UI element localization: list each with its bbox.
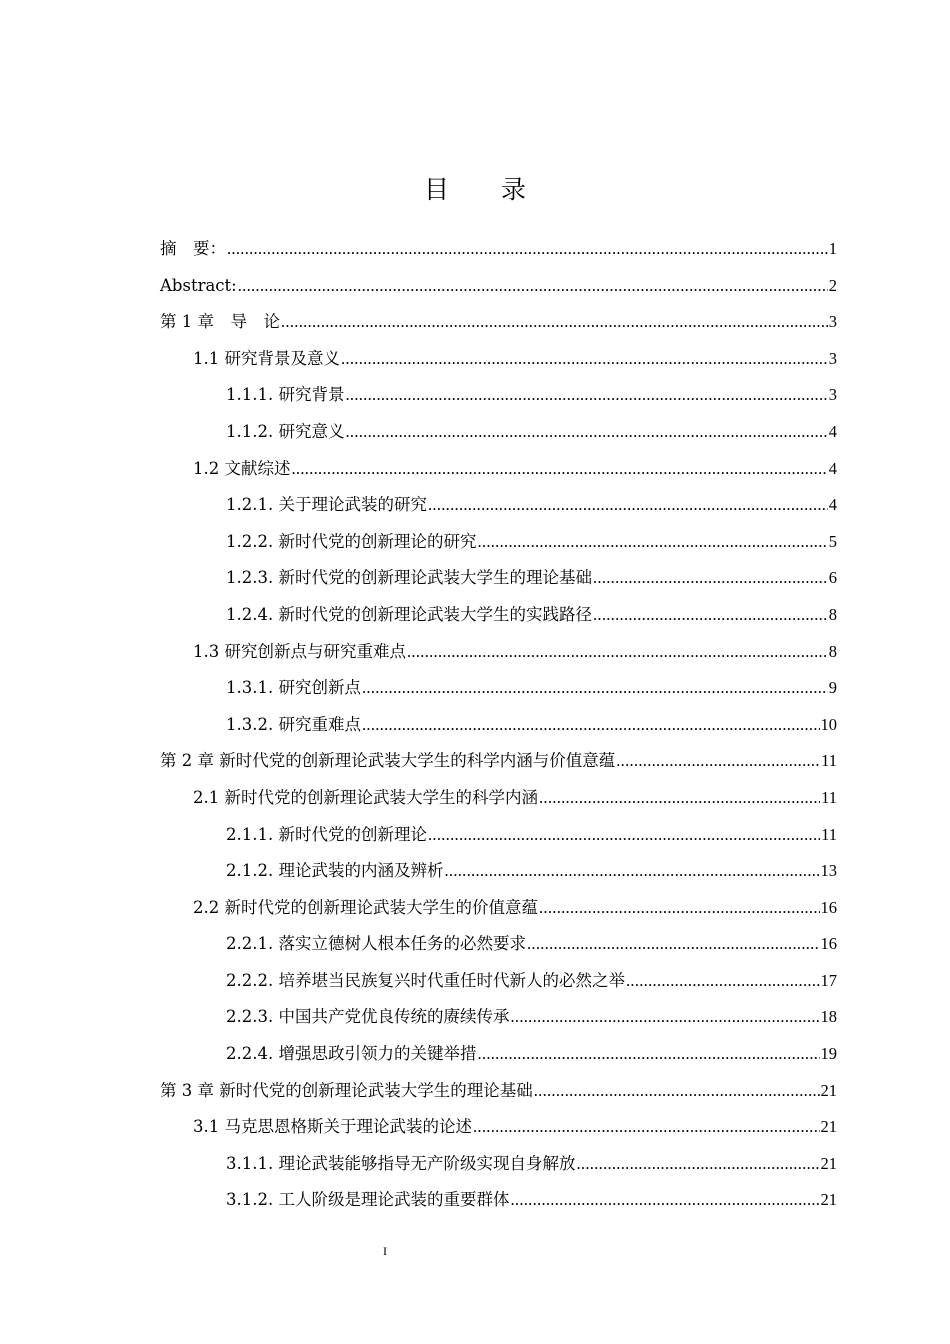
- toc-entry-page: 1: [828, 239, 837, 258]
- toc-entry[interactable]: [160, 268, 837, 305]
- toc-entry-page: 21: [820, 1080, 837, 1100]
- toc-leader-dots: [539, 890, 820, 927]
- toc-entry-label: 2.2.3. 中国共产党优良传统的赓续传承: [226, 1007, 510, 1027]
- toc-entry-page: 2: [828, 275, 837, 295]
- toc-entry-label: 1.2.4. 新时代党的创新理论武装大学生的实践路径: [226, 604, 592, 624]
- toc-entry-label: 2.2.2. 培养堪当民族复兴时代重任时代新人的必然之举: [226, 970, 625, 990]
- toc-entry-label: 2.1 新时代党的创新理论武装大学生的科学内涵: [193, 787, 538, 807]
- toc-entry[interactable]: [160, 890, 837, 927]
- toc-entry[interactable]: [160, 743, 837, 780]
- toc-entry-label: 第 3 章 新时代党的创新理论武装大学生的理论基础: [160, 1080, 533, 1100]
- toc-leader-dots: [593, 597, 828, 634]
- toc-entry[interactable]: [160, 999, 837, 1036]
- toc-entry[interactable]: [160, 304, 837, 341]
- toc-entry[interactable]: [160, 524, 837, 561]
- toc-entry-page: 8: [828, 641, 837, 661]
- toc-leader-dots: [616, 743, 820, 780]
- toc-entry-page: 3: [828, 312, 837, 332]
- toc-entry-label: 3.1.1. 理论武装能够指导无产阶级实现自身解放: [226, 1153, 576, 1173]
- toc-leader-dots: [292, 451, 828, 488]
- toc-entry-label: 1.1.2. 研究意义: [226, 421, 345, 441]
- toc-entry[interactable]: [160, 853, 837, 890]
- toc-entry[interactable]: [160, 231, 837, 268]
- toc-entry-page: 11: [821, 751, 837, 771]
- toc-leader-dots: [477, 1036, 819, 1073]
- toc-entry-page: 4: [828, 495, 837, 515]
- toc-entry-label: 1.3.1. 研究创新点: [226, 678, 361, 698]
- toc-entry[interactable]: [160, 451, 837, 488]
- toc-entry[interactable]: [160, 1036, 837, 1073]
- toc-entry-page: 10: [820, 714, 837, 734]
- toc-entry-page: 21: [820, 1117, 837, 1137]
- toc-entry-page: 8: [828, 604, 837, 624]
- toc-entry-page: 11: [821, 824, 837, 844]
- toc-entry[interactable]: [160, 963, 837, 1000]
- toc-entry-page: 9: [828, 678, 837, 698]
- toc-entry[interactable]: [160, 817, 837, 854]
- toc-entry[interactable]: [160, 670, 837, 707]
- toc-entry[interactable]: [160, 1146, 837, 1183]
- toc-entry[interactable]: [160, 1073, 837, 1110]
- toc-entry-label: 1.2.3. 新时代党的创新理论武装大学生的理论基础: [226, 568, 592, 588]
- toc-entry-label: 2.1.2. 理论武装的内涵及辨析: [226, 861, 444, 881]
- toc-entry[interactable]: [160, 341, 837, 378]
- toc-entry[interactable]: [160, 414, 837, 451]
- toc-entry[interactable]: [160, 926, 837, 963]
- toc-leader-dots: [473, 1109, 820, 1146]
- toc-entry-label: 2.2.4. 增强思政引领力的关键举措: [226, 1044, 477, 1064]
- toc-entry[interactable]: [160, 707, 837, 744]
- toc-entry-page: 3: [828, 348, 837, 368]
- toc-leader-dots: [510, 1182, 819, 1219]
- toc-entry-page: 11: [821, 787, 837, 807]
- toc-entry[interactable]: [160, 1109, 837, 1146]
- toc-entry-label: 2.2.1. 落实立德树人根本任务的必然要求: [226, 934, 526, 954]
- toc-entry[interactable]: [160, 634, 837, 671]
- toc-entry-label: 1.3.2. 研究重难点: [226, 714, 361, 734]
- toc-leader-dots: [238, 268, 828, 305]
- toc-leader-dots: [281, 304, 828, 341]
- toc-entry-label: 摘 要：: [160, 239, 226, 258]
- toc-entry[interactable]: [160, 597, 837, 634]
- toc-entry-page: 3: [828, 385, 837, 405]
- toc-entry-page: 5: [828, 531, 837, 551]
- toc-leader-dots: [510, 999, 819, 1036]
- toc-entry[interactable]: [160, 780, 837, 817]
- toc-leader-dots: [576, 1146, 819, 1183]
- toc-leader-dots: [362, 670, 828, 707]
- toc-leader-dots: [444, 853, 819, 890]
- toc-entry-page: 21: [820, 1190, 837, 1210]
- toc-entry-page: 19: [820, 1044, 837, 1064]
- toc-entry-page: 16: [820, 897, 837, 917]
- toc-entry-label: 1.2.2. 新时代党的创新理论的研究: [226, 531, 477, 551]
- toc-entry-page: 6: [828, 568, 837, 588]
- toc-leader-dots: [227, 231, 828, 268]
- toc-leader-dots: [345, 414, 827, 451]
- toc-entry-label: 1.2.1. 关于理论武装的研究: [226, 495, 427, 515]
- toc-entry-label: 第 1 章 导 论: [160, 312, 280, 332]
- toc-leader-dots: [593, 560, 828, 597]
- toc-leader-dots: [362, 707, 820, 744]
- toc-entry-label: 1.1 研究背景及意义: [193, 348, 340, 368]
- toc-entry-label: 第 2 章 新时代党的创新理论武装大学生的科学内涵与价值意蕴: [160, 751, 616, 771]
- toc-entry[interactable]: [160, 487, 837, 524]
- toc-entry-page: 21: [820, 1153, 837, 1173]
- toc-entry-label: Abstract:: [160, 275, 237, 295]
- toc-leader-dots: [534, 1073, 820, 1110]
- toc-entry-label: 2.1.1. 新时代党的创新理论: [226, 824, 427, 844]
- toc-entry-page: 13: [820, 861, 837, 881]
- toc-entry-page: 17: [820, 970, 837, 990]
- page-number-footer: I: [383, 1244, 387, 1258]
- toc-leader-dots: [626, 963, 820, 1000]
- toc-entry-page: 16: [820, 934, 837, 954]
- toc-entry[interactable]: [160, 377, 837, 414]
- toc-leader-dots: [527, 926, 820, 963]
- toc-entry-page: 4: [828, 458, 837, 478]
- toc-leader-dots: [477, 524, 827, 561]
- toc-leader-dots: [341, 341, 828, 378]
- toc-leader-dots: [428, 487, 828, 524]
- toc-entry-label: 2.2 新时代党的创新理论武装大学生的价值意蕴: [193, 897, 538, 917]
- toc-entry[interactable]: [160, 560, 837, 597]
- toc-entry-label: 1.2 文献综述: [193, 458, 291, 478]
- toc-leader-dots: [407, 634, 828, 671]
- toc-entry-page: 18: [820, 1007, 837, 1027]
- toc-entry-label: 3.1 马克思恩格斯关于理论武装的论述: [193, 1117, 472, 1137]
- toc-entry[interactable]: [160, 1182, 837, 1219]
- toc-leader-dots: [345, 377, 827, 414]
- table-of-contents: [160, 231, 837, 1219]
- toc-leader-dots: [539, 780, 820, 817]
- toc-title: 目 录: [424, 175, 548, 204]
- toc-entry-label: 1.1.1. 研究背景: [226, 385, 345, 405]
- toc-leader-dots: [428, 817, 820, 854]
- toc-entry-page: 4: [828, 421, 837, 441]
- toc-entry-label: 1.3 研究创新点与研究重难点: [193, 641, 406, 661]
- toc-entry-label: 3.1.2. 工人阶级是理论武装的重要群体: [226, 1190, 510, 1210]
